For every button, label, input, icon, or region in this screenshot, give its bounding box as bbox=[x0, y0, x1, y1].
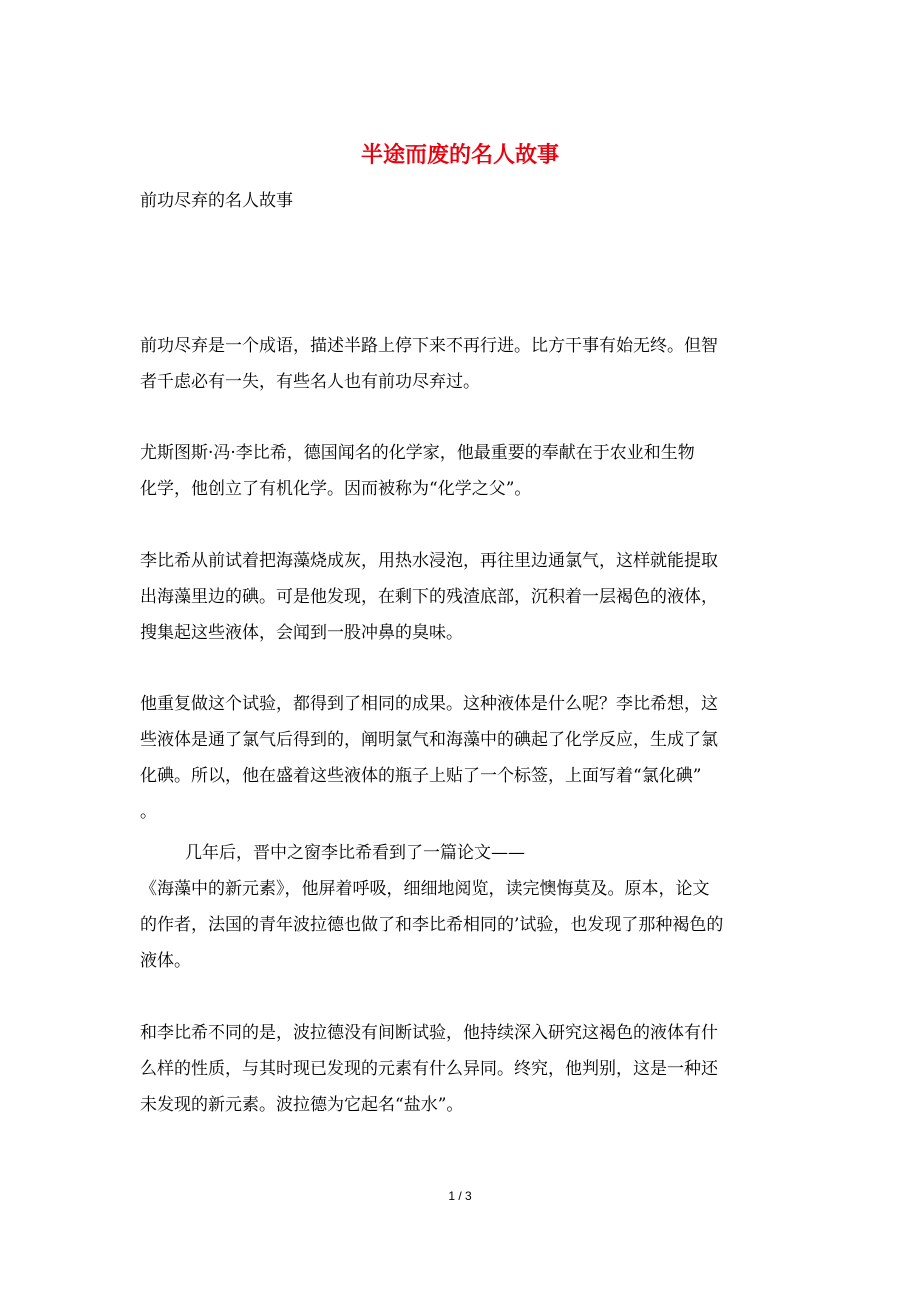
paragraph-line: 出海藻里边的碘。可是他发现，在剩下的残渣底部，沉积着一层褐色的液体， bbox=[140, 587, 718, 607]
paragraph-line: 《海藻中的新元素》，他屏着呼吸，细细地阅览，读完懊悔莫及。原本，论文 bbox=[140, 879, 710, 899]
paragraph-line: 前功尽弃是一个成语，描述半路上停下来不再行进。比方干事有始无终。但智 bbox=[140, 336, 718, 356]
paragraph-line: 液体。 bbox=[140, 951, 191, 971]
paragraph-line: 搜集起这些液体，会闻到一股冲鼻的臭味。 bbox=[140, 623, 463, 643]
paragraph-line: 未发现的新元素。波拉德为它起名“盐水”。 bbox=[140, 1095, 464, 1115]
paragraph-line: 几年后，晋中之窗李比希看到了一篇论文—— bbox=[185, 843, 525, 863]
document-title: 半途而废的名人故事 bbox=[360, 142, 559, 168]
paragraph-line: 李比希从前试着把海藻烧成灰，用热水浸泡，再往里边通氯气，这样就能提取 bbox=[140, 551, 718, 571]
paragraph-line: 尤斯图斯·冯·李比希，德国闻名的化学家，他最重要的奉献在于农业和生物 bbox=[140, 443, 695, 463]
page-number: 1 / 3 bbox=[448, 1189, 472, 1203]
paragraph-line: 和李比希不同的是，波拉德没有间断试验，他持续深入研究这褐色的液体有什 bbox=[140, 1023, 718, 1043]
paragraph-line: 的作者，法国的青年波拉德也做了和李比希相同的’试验，也发现了那种褐色的 bbox=[140, 915, 724, 935]
paragraph-line: 么样的性质，与其时现已发现的元素有什么异同。终究，他判别，这是一种还 bbox=[140, 1059, 718, 1079]
paragraph-line: 。 bbox=[140, 802, 157, 822]
paragraph-line: 些液体是通了氯气后得到的，阐明氯气和海藻中的碘起了化学反应，生成了氯 bbox=[140, 730, 718, 750]
paragraph-line: 化碘。所以，他在盛着这些液体的瓶子上贴了一个标签，上面写着“氯化碘” bbox=[140, 766, 702, 786]
paragraph-line: 他重复做这个试验，都得到了相同的成果。这种液体是什么呢？李比希想，这 bbox=[140, 694, 718, 714]
document-subtitle: 前功尽弃的名人故事 bbox=[140, 191, 293, 211]
paragraph-line: 化学，他创立了有机化学。因而被称为“化学之父”。 bbox=[140, 479, 532, 499]
paragraph-line: 者千虑必有一失，有些名人也有前功尽弃过。 bbox=[140, 372, 480, 392]
